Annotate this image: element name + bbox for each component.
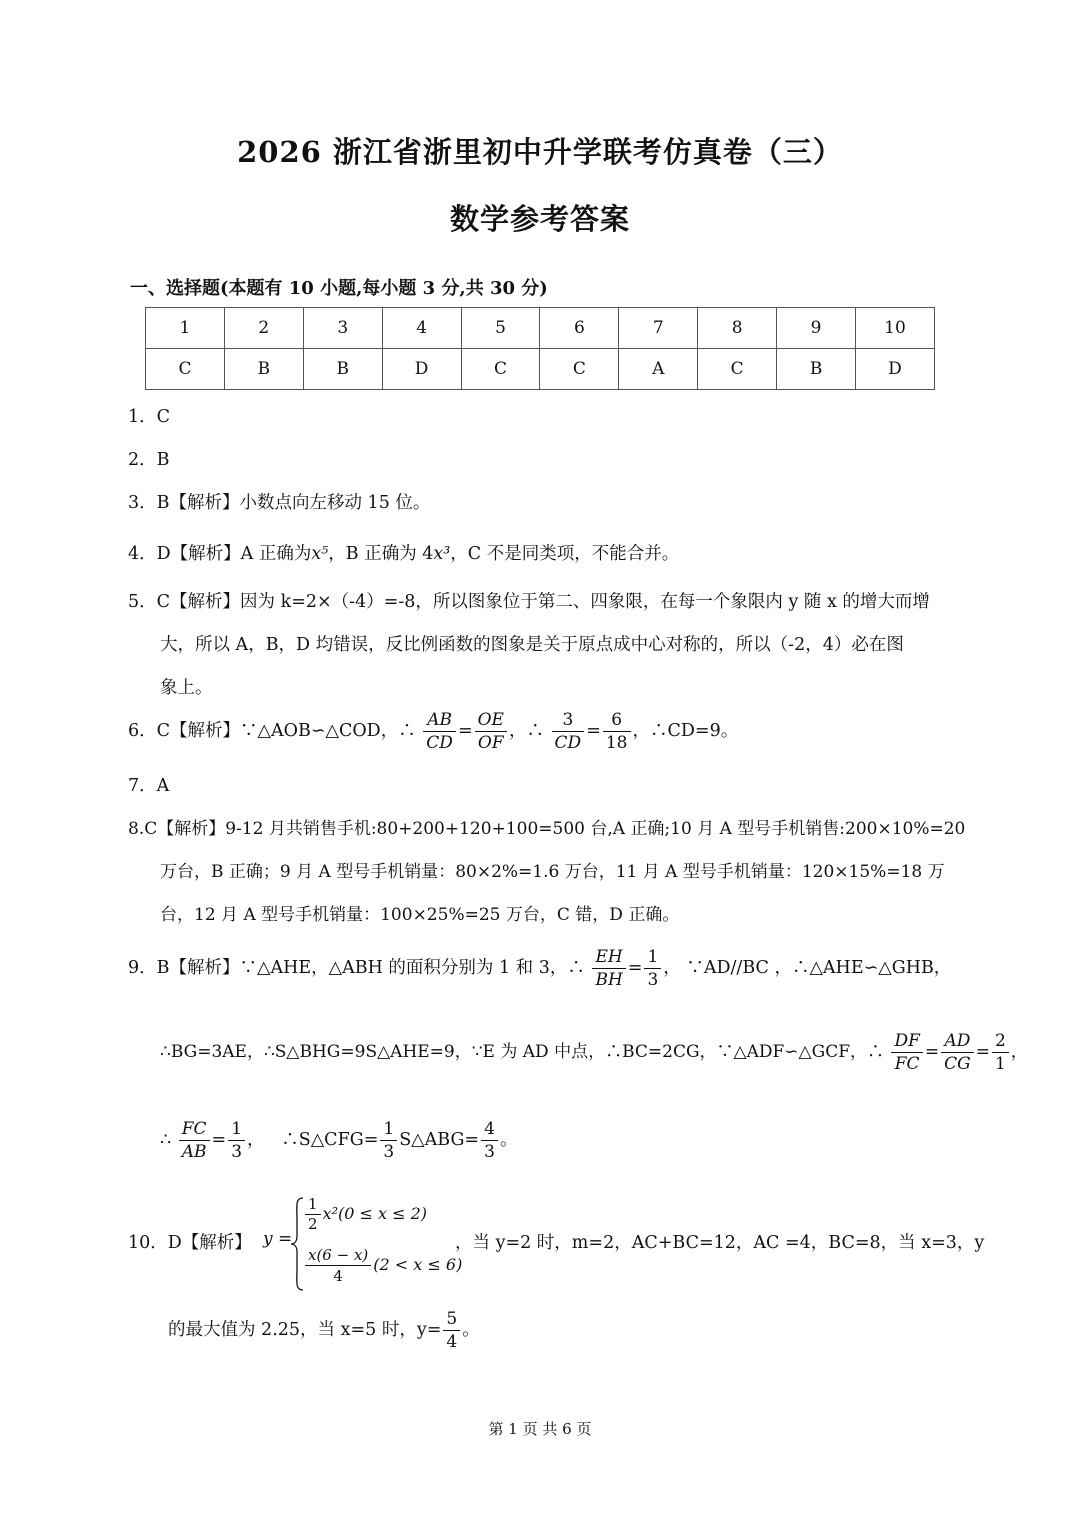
- piecewise-case-1: [303, 1195, 427, 1234]
- text: ∴BG=3AE，∴S△BHG=9S△AHE=9，∵E 为 AD 中点，∴BC=2CG，∵△ADF∽△GCF，∴: [160, 1042, 885, 1062]
- answer-item-6: 6．C【解析】∵△AOB∽△COD，∴ $\frac{AB}{CD}$ = $\frac{OE}{OF}$ ，∴ $\frac{3}{CD}$ = $\frac{6}{18}$ ，∴CD=9。: [128, 710, 739, 753]
- text: ，B 正确为 4: [328, 544, 434, 564]
- answer-item-10-text: ，当 y=2 时，m=2，AC+BC=12，AC =4，BC=8，当 x=3，y: [455, 1233, 985, 1253]
- fraction: $\frac{EH}{BH}$: [592, 946, 625, 991]
- page-subtitle: 数学参考答案: [449, 202, 630, 236]
- answer-item-5-line3: 象上。: [160, 678, 213, 698]
- answer-item-10-label: 10．D【解析】: [128, 1233, 252, 1253]
- table-cell: 6: [540, 308, 619, 349]
- table-cell: 4: [382, 308, 461, 349]
- math-term: x³: [433, 544, 451, 564]
- text: 9．B【解析】∵△AHE，△ABH 的面积分别为 1 和 3，∴: [128, 958, 585, 978]
- case-expression: (2 < x ≤ 6): [373, 1255, 463, 1274]
- answer-item-8-line2: 万台，B 正确；9 月 A 型号手机销量：80×2%=1.6 万台，11 月 A 型号手机销量：120×15%=18 万: [160, 862, 945, 882]
- piecewise-lhs: y =: [263, 1229, 293, 1249]
- table-row-answers: [146, 349, 935, 390]
- fraction: $\frac{AB}{CD}$: [423, 709, 456, 754]
- text: 4．D【解析】A 正确为: [128, 544, 312, 564]
- answer-item-8-line1: 8.C【解析】9-12 月共销售手机:80+200+120+100=500 台,A 正确;10 月 A 型号手机销售:200×10%=20: [128, 819, 966, 839]
- fraction: $\frac{OE}{OF}$: [475, 709, 507, 754]
- answer-item-7: 7．A: [128, 776, 170, 796]
- table-cell: B: [303, 349, 382, 390]
- answer-item-10-line2: 的最大值为 2.25，当 x=5 时，y= $\frac{5}{4}$ 。: [168, 1309, 480, 1352]
- fraction: $\frac{AD}{CG}$: [941, 1030, 974, 1075]
- text: ∴: [160, 1130, 172, 1150]
- table-cell: 8: [698, 308, 777, 349]
- fraction: $\frac{1}{3}$: [228, 1118, 245, 1163]
- text: 的最大值为 2.25，当 x=5 时，y=: [168, 1320, 442, 1340]
- table-cell: C: [146, 349, 225, 390]
- answer-item-1: 1．C: [128, 407, 171, 427]
- table-row-numbers: [146, 308, 935, 349]
- table-cell: D: [856, 349, 935, 390]
- page-footer: 第 1 页 共 6 页: [488, 1420, 592, 1438]
- text: ∵AD//BC ，∴△AHE∽△GHB，: [686, 958, 952, 978]
- table-cell: C: [540, 349, 619, 390]
- answer-item-3: 3．B【解析】小数点向左移动 15 位。: [128, 493, 431, 513]
- fraction: $\frac{2}{1}$: [992, 1030, 1009, 1075]
- fraction: $\frac{1}{3}$: [380, 1118, 397, 1163]
- fraction: $\frac{3}{CD}$: [552, 709, 585, 754]
- fraction: $\frac{DF}{FC}$: [891, 1030, 922, 1075]
- section-heading: 一、选择题(本题有 10 小题,每小题 3 分,共 30 分): [130, 278, 548, 299]
- answer-item-8-line3: 台，12 月 A 型号手机销量：100×25%=25 万台，C 错，D 正确。: [160, 905, 680, 925]
- table-cell: 2: [224, 308, 303, 349]
- math-term: x⁵: [311, 544, 329, 564]
- fraction: $\frac{FC}{AB}$: [179, 1118, 210, 1163]
- answer-item-2: 2．B: [128, 450, 170, 470]
- text: 6．C【解析】∵△AOB∽△COD，∴: [128, 721, 416, 741]
- case-expression: x²(0 ≤ x ≤ 2): [322, 1204, 428, 1223]
- answer-item-9-line2: ∴BG=3AE，∴S△BHG=9S△AHE=9，∵E 为 AD 中点，∴BC=2CG，∵△ADF∽△GCF，∴ $\frac{DF}{FC}$ = $\frac{AD}{CG}$ = $\frac{2}{1}$ ，: [160, 1031, 1028, 1074]
- table-cell: 1: [146, 308, 225, 349]
- answer-item-9-line1: 9．B【解析】∵△AHE，△ABH 的面积分别为 1 和 3，∴ $\frac{EH}{BH}$ = $\frac{1}{3}$ ， ∵AD//BC ，∴△AHE∽△GHB，: [128, 947, 952, 990]
- page-title: 2026 浙江省浙里初中升学联考仿真卷（三）: [237, 135, 843, 169]
- fraction: $\frac{x(6 - x)}{4}$: [305, 1245, 371, 1286]
- answer-item-5-line2: 大，所以 A，B，D 均错误，反比例函数的图象是关于原点成中心对称的，所以（-2，4）必在图: [160, 635, 904, 655]
- answer-item-9-line3: ∴ $\frac{FC}{AB}$ = $\frac{1}{3}$ ， ∴S△CFG= $\frac{1}{3}$ S△ABG= $\frac{4}{3}$ 。: [160, 1119, 518, 1162]
- table-cell: C: [461, 349, 540, 390]
- text: ∴S△CFG=: [281, 1130, 379, 1150]
- text: ，∴CD=9。: [632, 721, 739, 741]
- table-cell: 3: [303, 308, 382, 349]
- table-cell: 10: [856, 308, 935, 349]
- answer-table: [145, 307, 935, 390]
- fraction: $\frac{4}{3}$: [481, 1118, 498, 1163]
- piecewise-case-2: [303, 1245, 462, 1286]
- text: S△ABG=: [399, 1130, 480, 1150]
- text: ，C 不是同类项，不能合并。: [450, 544, 680, 564]
- table-cell: 7: [619, 308, 698, 349]
- text: ，∴: [508, 721, 544, 741]
- table-cell: C: [698, 349, 777, 390]
- answer-item-5-line1: 5．C【解析】因为 k=2×（-4）=-8，所以图象位于第二、四象限，在每一个象限内 y 随 x 的增大而增: [128, 592, 930, 612]
- table-cell: D: [382, 349, 461, 390]
- table-cell: 9: [777, 308, 856, 349]
- table-cell: B: [777, 349, 856, 390]
- table-cell: 5: [461, 308, 540, 349]
- table-cell: B: [224, 349, 303, 390]
- table-cell: A: [619, 349, 698, 390]
- fraction: $\frac{1}{3}$: [644, 946, 661, 991]
- fraction: $\frac{1}{2}$: [305, 1195, 321, 1234]
- answer-item-4: [128, 540, 679, 565]
- fraction: $\frac{5}{4}$: [443, 1308, 460, 1353]
- fraction: $\frac{6}{18}$: [603, 709, 631, 754]
